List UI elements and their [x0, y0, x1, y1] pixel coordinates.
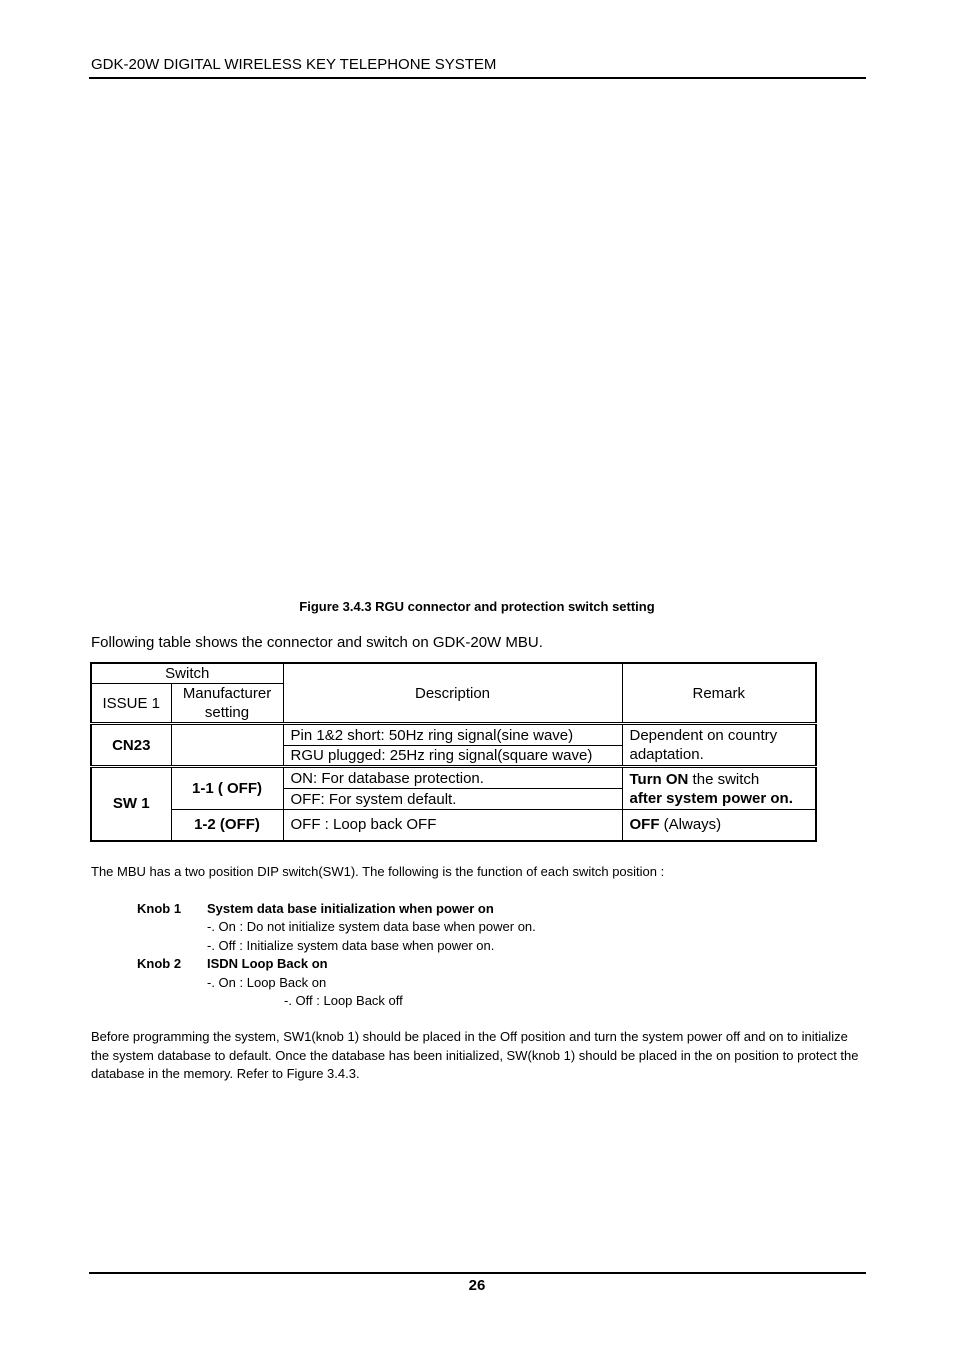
header-description: Description [283, 663, 622, 724]
row-cn23-desc2: RGU plugged: 25Hz ring signal(square wave) [283, 746, 622, 767]
row-cn23-label: CN23 [91, 724, 171, 767]
row-cn23-manufacturer [171, 724, 283, 767]
row-cn23-remark [622, 724, 816, 767]
knob2-on: -. On : Loop Back on [207, 974, 327, 990]
header-switch: Switch [91, 663, 283, 684]
dip-switch-intro: The MBU has a two position DIP switch(SW1). The following is the function of each switch position : [91, 864, 665, 879]
closing-paragraph: Before programming the system, SW1(knob 1) should be placed in the Off position and turn the system power off and on to initialize the system database to default. Once the database has been initialized, SW(knob 1) should be placed in the on position to protect the database in the memory. Refer to Figure 3.4.3. [91, 1029, 859, 1081]
row-sw1-knob1-remark [622, 767, 816, 810]
intro-text: Following table shows the connector and switch on GDK-20W MBU. [91, 634, 543, 651]
page-number: 26 [468, 1277, 486, 1294]
header-rule [89, 77, 866, 79]
row-sw1-knob1-desc1: ON: For database protection. [283, 767, 622, 789]
footer-rule [89, 1272, 866, 1274]
header-issue: ISSUE 1 [91, 684, 171, 724]
row-sw1-knob1-desc2: OFF: For system default. [283, 789, 622, 810]
row-sw1-knob2-setting: 1-2 (OFF) [171, 810, 283, 841]
remark-the-switch: the switch [688, 770, 760, 788]
row-sw1-knob2-remark [622, 810, 816, 841]
remark-after-power-on: after system power on. [629, 789, 793, 807]
switch-table [90, 662, 817, 842]
knob2-label: Knob 2 [137, 956, 182, 972]
header-manufacturer-line2: setting [204, 704, 250, 721]
figure-caption: Figure 3.4.3 RGU connector and protection switch setting [299, 599, 655, 614]
header-manufacturer-line1: Manufacturer [182, 685, 272, 702]
knob1-off: -. Off : Initialize system data base when power on. [207, 937, 495, 953]
row-sw1-knob1-setting: 1-1 ( OFF) [171, 767, 283, 810]
knob1-title: System data base initialization when power on [207, 901, 494, 916]
row-cn23-desc1: Pin 1&2 short: 50Hz ring signal(sine wave) [283, 724, 622, 746]
knob2-off: -. Off : Loop Back off [284, 992, 403, 1008]
row-cn23-remark-line1: Dependent on country [629, 727, 778, 744]
remark-turn-on: Turn ON [629, 770, 689, 788]
page-header-title: GDK-20W DIGITAL WIRELESS KEY TELEPHONE SYSTEM [91, 56, 497, 73]
header-manufacturer [171, 684, 283, 724]
knob1-label: Knob 1 [137, 901, 182, 916]
knob1-on: -. On : Do not initialize system data base when power on. [207, 919, 536, 935]
remark-off: OFF [629, 816, 660, 834]
row-sw1-label: SW 1 [91, 767, 171, 841]
row-sw1-knob2-desc: OFF : Loop back OFF [283, 810, 622, 841]
knob2-title: ISDN Loop Back on [207, 956, 328, 972]
remark-always: (Always) [659, 816, 722, 834]
row-cn23-remark-line2: adaptation. [629, 746, 704, 763]
header-remark: Remark [622, 663, 816, 724]
